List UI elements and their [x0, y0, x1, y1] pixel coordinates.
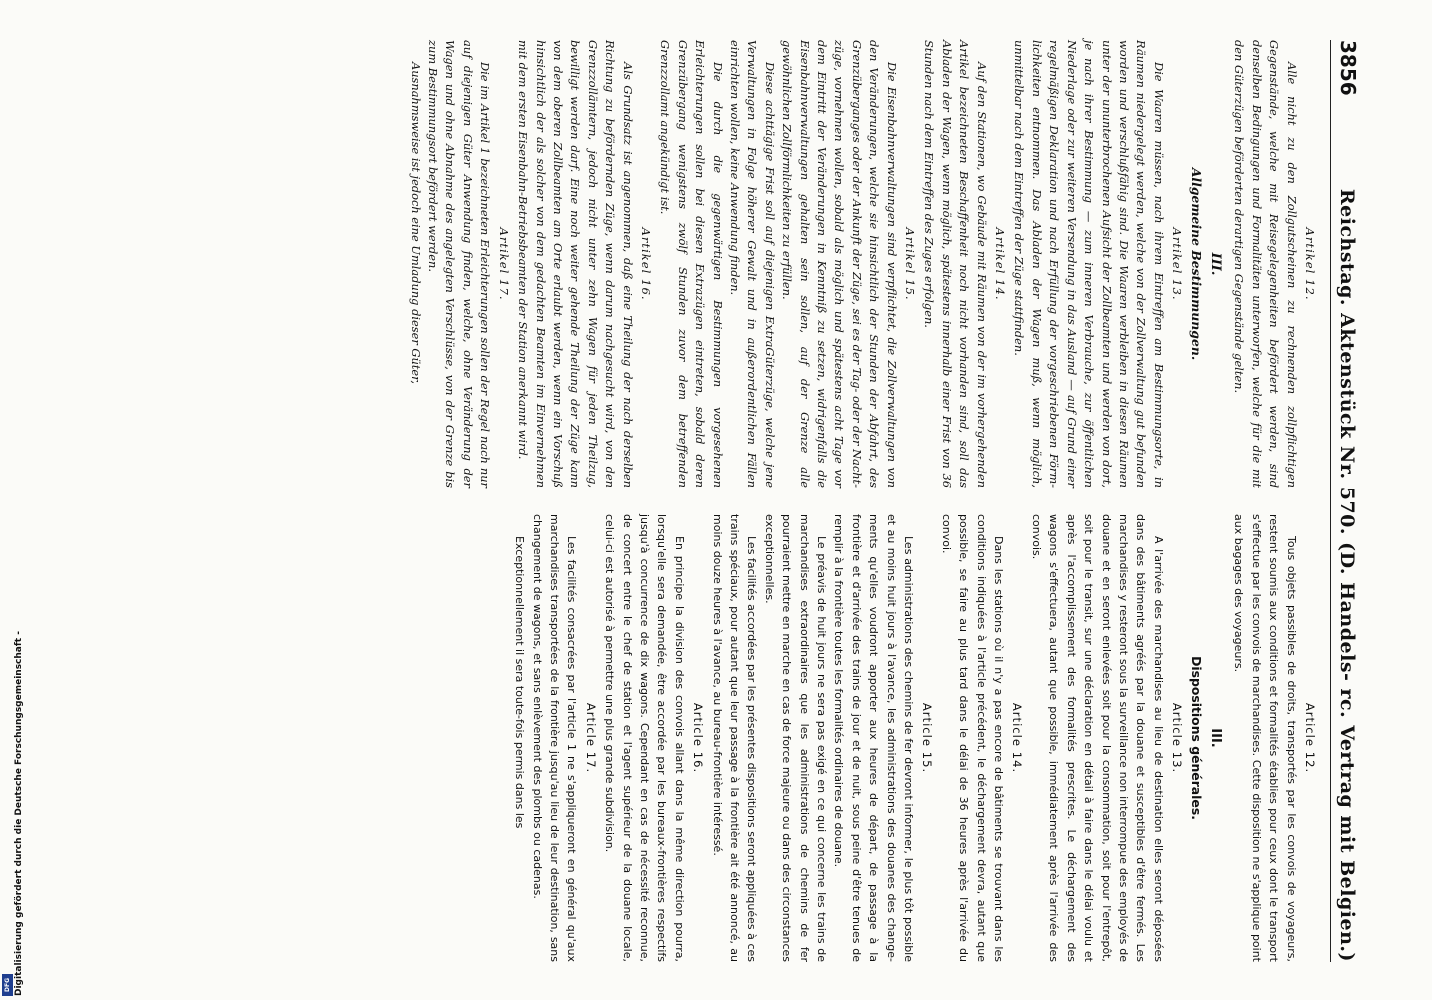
page-header: [1330, 40, 1360, 962]
paragraph: Les facilités consacrées par l'article 1 ne s'appliqueront en général qu'aux marchandises transportées de la frontière jusqu'au lieu de leur destination, sans changement de wagons, et sans enlèvement des plombs ou cadenas.: [530, 514, 579, 962]
article-heading: Article 17.: [583, 702, 598, 774]
paragraph: Exceptionnellement il sera toute-fois permis dans les: [513, 536, 527, 829]
paragraph: Auf den Stationen, wo Gebäude mit Räumen von der im vorhergehenden Artikel bezeichneten Beschaffenheit noch nicht vorhanden sind, soll das Abladen der Wagen, wenn möglich, spätestens innerhalb einer Frist von 36 Stunden nach dem Eintreffen des Zuges erfolgen.: [922, 40, 989, 488]
paragraph: Le préavis de huit jours ne sera pas exigé en ce qui concerne les trains de marchandises extraordinaires que les administrations de chemins de fer pourraient mettre en marche en cas de force majeure ou dans des circonstances exceptionnelles.: [762, 514, 829, 962]
paragraph: Alle nicht zu den Zollgutscheinen zu rechnenden zollpflichtigen Gegenstände, welche mit Reisegelegenheiten befördert werden, sind denselben Bedingungen und Formalitäten unterworfen, welche für die mit den Güterzügen beförderten derartigen Gegenstände gelten.: [1232, 40, 1299, 488]
article-heading: Artikel 15.: [903, 227, 918, 301]
article-heading: Artikel 17.: [496, 227, 511, 301]
dfg-logo: DFG: [2, 974, 13, 996]
paragraph: Diese achttägige Frist soll auf diejenigen ExtraGüterzüge, welche jene Verwaltungen in Folge höherer Gewalt und in außerordentlichen Fällen einrichten wollen, keine Anwendung finden.: [728, 40, 777, 488]
paragraph: Les facilités accordées par les présentes dispositions seront appliquées à ces trains spéciaux, pour autant que leur passage à la frontière ait été annoncé, au moins douze heures à l'avance, au bureau-frontière intéressé.: [710, 514, 759, 962]
paragraph: En principe la division des convois allant dans la même direction pourra, lorsqu'elle sera demandée, être accordée par les bureaux-frontières respectifs jusqu'à concurrence de dix wagons. Cependant en cas de nécessité reconnue, de concert entre le chef de station et l'agent supérieur de la douane locale, celui-ci est autorisé à permettre une plus grande subdivision.: [603, 514, 686, 962]
article-heading: Article 12.: [1303, 702, 1317, 774]
german-column: [406, 40, 1320, 488]
digitization-footer: [0, 0, 24, 1000]
running-head: Reichstag. Aktenstück Nr. 570. (D. Handels- rc. Vertrag mit Belgien.): [1336, 188, 1358, 962]
article-heading: Article 15.: [920, 702, 935, 774]
article-heading: Artikel 16.: [638, 227, 653, 301]
digitization-credit: Digitalisierung gefördert durch die Deutsche Forschungsgemeinschaft -: [14, 631, 24, 996]
article-heading: Article 14.: [1010, 702, 1025, 774]
paragraph: Ausnahmsweise ist jedoch eine Umladung dieser Güter,: [408, 62, 423, 384]
section-number: III.: [1207, 728, 1223, 748]
article-heading: Artikel 13.: [1170, 227, 1185, 301]
paragraph: Als Grundsatz ist angenommen, daß eine Theilung der nach derselben Richtung zu befördernden Züge, wenn darum nachgesucht wird, von den Grenzzollämtern, jedoch nicht unter zehn Wagen für jeden Theilzug, bewilligt werden darf. Eine noch weiter gehende Theilung der Züge kann von dem oberen Zollbeamten am Orte erlaubt werden, wenn ein Vorschuß hinsichtlich der als solcher von dem gedachten Beamten im Einvernehmen mit dem ersten Eisenbahn-Betriebsbeamten der Station anerkannt wird.: [516, 40, 635, 488]
section-number: III.: [1207, 252, 1223, 276]
paragraph: Die im Artikel 1 bezeichneten Erleichterungen sollen der Regel nach nur auf diejenigen Güter Anwendung finden, welche, ohne Veränderung der Wagen und ohne Abnahme des angelegten Verschlüsse, von der Grenze bis zum Bestimmungsort befördert werden.: [426, 40, 493, 488]
paragraph: Dans les stations où il n'y a pas encore de bâtiments se trouvant dans les conditions indiquées à l'article précédent, le déchargement devra, autant que possible, se faire au plus tard dans le délai de 36 heures après l'arrivée du convoi.: [939, 514, 1006, 962]
french-column: [406, 514, 1320, 962]
page-number: 3856: [1336, 40, 1360, 96]
article-heading: Artikel 12.: [1303, 227, 1317, 301]
section-title: Allgemeine Bestimmungen.: [1188, 167, 1204, 361]
article-heading: Article 16.: [691, 702, 706, 774]
paragraph: Die durch die gegenwärtigen Bestimmungen vorgesehenen Erleichterungen sollen bei diesen Extrazügen eintreten, sobald deren Grenzübergang wenigstens zwölf Stunden zuvor dem betreffenden Grenzzollamt angekündigt ist.: [658, 40, 725, 488]
paragraph: Die Waaren müssen, nach ihrem Eintreffen am Bestimmungsorte, in Räumen niedergelegt werden, welche von der Zollverwaltung gut befunden worden und verschlußfähig sind. Die Waaren verbleiben in diesen Räumen unter der ununterbrochenen Aufsicht der Zollbeamten und werden von dort, je nach ihrer Bestimmung — zum inneren Verbrauche, zur öffentlichen Niederlage oder zur weiteren Versendung in das Ausland — auf Grund einer regelmäßigen Deklaration und nach Erfüllung der vorgeschriebenen Förmlichkeiten entnommen. Das Abladen der Wagen muß, wenn möglich, unmittelbar nach dem Eintreffen der Züge stattfinden.: [1012, 40, 1166, 488]
article-heading: Article 13.: [1170, 702, 1185, 774]
article-heading: Artikel 14.: [993, 227, 1008, 301]
paragraph: Les administrations des chemins de fer devront informer, le plus tôt possible et au moins huit jours à l'avance, les administrations des douanes des changements qu'elles voudront apporter aux heures de départ, de passage à la frontière et d'arrivée des trains de jour et de nuit, sous peine d'être tenues de remplir à la frontière toutes les formalités ordinaires de douane.: [832, 514, 916, 962]
two-column-body: [406, 40, 1320, 962]
paragraph: Tous objets passibles de droits, transportés par les convois de voyageurs, restent soumis aux conditions et formalités établies pour ceux dont le transport s'effectue par les convois de marchandises. Cette disposition ne s'applique point aux bagages des voyageurs.: [1232, 514, 1298, 962]
paragraph: Die Eisenbahnverwaltungen sind verpflichtet, die Zollverwaltungen von den Veränderungen, welche sie hinsichtlich der Stunden der Abfahrt, des Grenzüberganges oder der Ankunft der Züge, sei es der Tag- oder der Nachtzüge, vornehmen wollen, sobald als möglich und spätestens acht Tage vor dem Eintritt der Veränderungen in Kenntniß zu setzen, widrigenfalls die Eisenbahnverwaltungen gehalten sein sollen, auf der Grenze alle gewöhnlichen Zollförmlichkeiten zu erfüllen.: [780, 40, 899, 488]
paragraph: A l'arrivée des marchandises au lieu de destination elles seront déposées dans des bâtiments agréés par la douane et susceptibles d'être fermés. Les marchandises y resteront sous la surveillance non interrompue des employés de douane et en seront enlevées soit pour la consommation, soit pour l'entrepôt, soit pour le transit, sur une déclaration en détail à faire dans le délai voulu et après l'accomplissement des formalités prescrites. Le déchargement des wagons s'effectuera, autant que possible, immédiatement après l'arrivée des convois.: [1029, 514, 1165, 962]
section-title: Dispositions générales.: [1188, 656, 1204, 820]
